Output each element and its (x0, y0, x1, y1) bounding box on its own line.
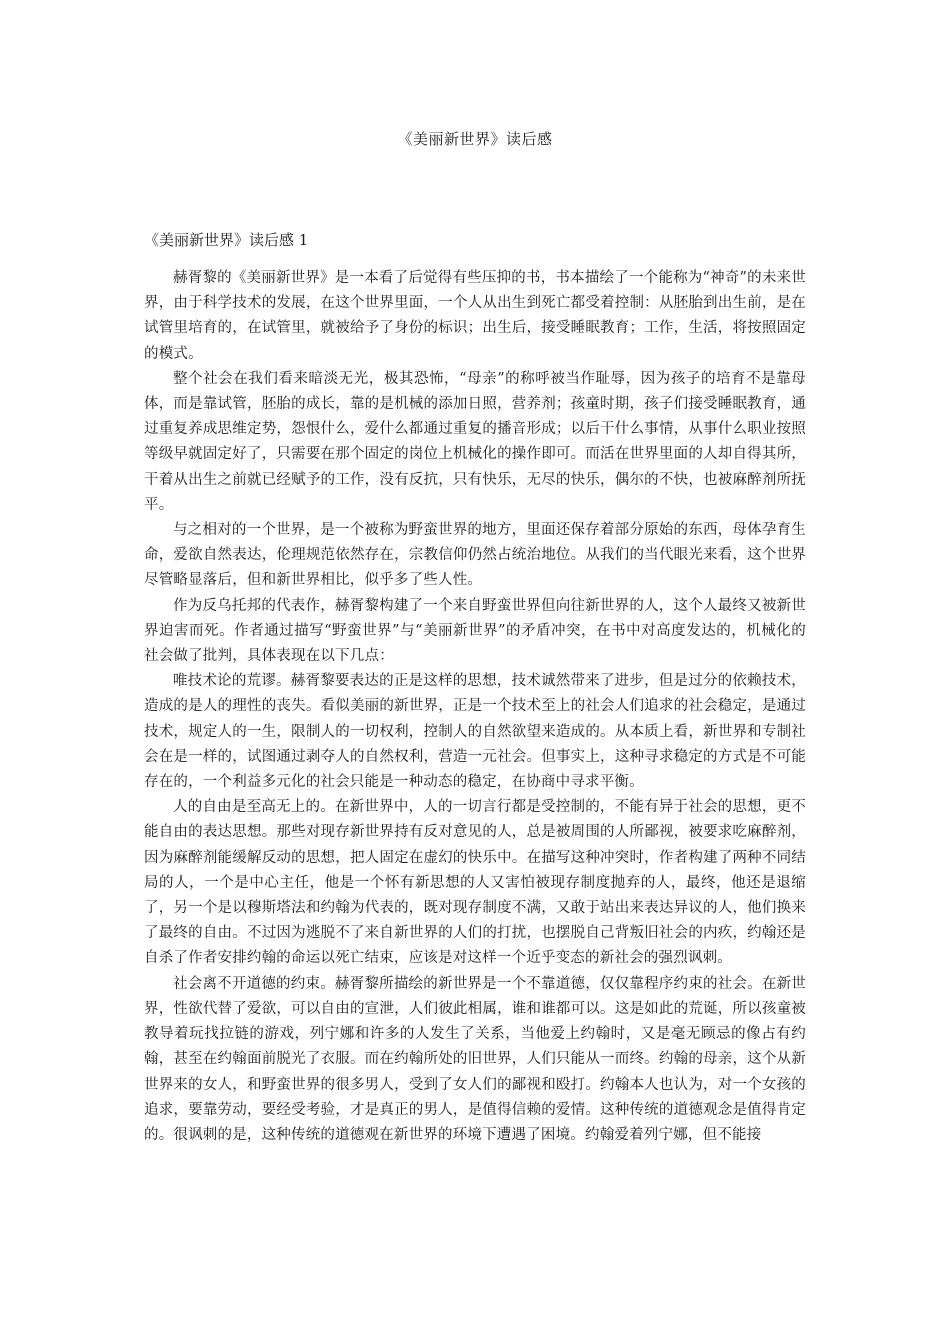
document-title: 《美丽新世界》读后感 (397, 130, 553, 148)
paragraph: 社会离不开道德的约束。赫胥黎所描绘的新世界是一个不靠道德，仅仅靠程序约束的社会。在新世界，性欲代替了爱欲，可以自由的宣泄，人们彼此相属，谁和谁都可以。这是如此的荒诞，所以孩童被教导着玩找拉链的游戏，列宁娜和许多的人发生了关系，当他爱上约翰时，又是毫无顾忌的像占有约翰，甚至在约翰面前脱光了衣服。而在约翰所处的旧世界，人们只能从一而终。约翰的母亲，这个从新世界来的女人，和野蛮世界的很多男人，受到了女人们的鄙视和殴打。约翰本人也认为，对一个女孩的追求，要靠劳动，要经受考验，才是真正的男人，是值得信赖的爱情。这种传统的道德观念是值得肯定的。很讽刺的是，这种传统的道德观在新世界的环境下遭遇了困境。约翰爱着列宁娜，但不能接 (144, 975, 806, 1143)
paragraph: 赫胥黎的《美丽新世界》是一本看了后觉得有些压抑的书，书本描绘了一个能称为“神奇”的未来世界，由于科学技术的发展，在这个世界里面，一个人从出生到死亡都受着控制：从胚胎到出生前，是在试管里培育的，在试管里，就被给予了身份的标识；出生后，接受睡眠教育；工作，生活，将按照固定的模式。 (144, 270, 806, 362)
paragraph: 人的自由是至高无上的。在新世界中，人的一切言行都是受控制的，不能有异于社会的思想，更不能自由的表达思想。那些对现存新世界持有反对意见的人，总是被周围的人所鄙视，被要求吃麻醉剂，因为麻醉剂能缓解反动的思想，把人固定在虚幻的快乐中。在描写这种冲突时，作者构建了两种不同结局的人，一个是中心主任，他是一个怀有新思想的人又害怕被现存制度抛弃的人，最终，他还是退缩了，另一个是以穆斯塔法和约翰为代表的，既对现存制度不满，又敢于站出来表达异议的人，他们换来了最终的自由。不过因为逃脱不了来自新世界的人们的打扰，也摆脱自己背叛旧社会的内疚，约翰还是自杀了作者安排约翰的命运以死亡结束，应该是对这样一个近乎变态的新社会的强烈讽刺。 (144, 799, 806, 967)
document-body (144, 266, 806, 1148)
section-heading: 《美丽新世界》读后感 1 (144, 231, 309, 249)
paragraph: 唯技术论的荒谬。赫胥黎要表达的正是这样的思想，技术诚然带来了进步，但是过分的依赖技术，造成的是人的理性的丧失。看似美丽的新世界，正是一个技术至上的社会人们追求的社会稳定，是通过技术，规定人的一生，限制人的一切权利，控制人的自然欲望来造成的。从本质上看，新世界和专制社会在是一样的，试图通过剥夺人的自然权利，营造一元社会。但事实上，这种寻求稳定的方式是不可能存在的，一个利益多元化的社会只能是一种动态的稳定，在协商中寻求平衡。 (144, 673, 806, 791)
paragraph: 作为反乌托邦的代表作，赫胥黎构建了一个来自野蛮世界但向往新世界的人，这个人最终又被新世界迫害而死。作者通过描写“野蛮世界”与“美丽新世界”的矛盾冲突，在书中对高度发达的，机械化的社会做了批判，具体表现在以下几点： (144, 597, 806, 665)
paragraph: 与之相对的一个世界，是一个被称为野蛮世界的地方，里面还保存着部分原始的东西，母体孕育生命，爱欲自然表达，伦理规范依然存在，宗教信仰仍然占统治地位。从我们的当代眼光来看，这个世界尽管略显落后，但和新世界相比，似乎多了些人性。 (144, 522, 806, 589)
paragraph: 整个社会在我们看来暗淡无光，极其恐怖，“母亲”的称呼被当作耻辱，因为孩子的培育不是靠母体，而是靠试管，胚胎的成长，靠的是机械的添加日照，营养剂；孩童时期，孩子们接受睡眠教育，通过重复养成思维定势，怨恨什么，爱什么都通过重复的播音形成；以后干什么事情，从事什么职业按照等级早就固定好了，只需要在那个固定的岗位上机械化的操作即可。而活在世界里面的人却自得其所，干着从出生之前就已经赋予的工作，没有反抗，只有快乐，无尽的快乐，偶尔的不快，也被麻醉剂所抚平。 (144, 370, 806, 513)
